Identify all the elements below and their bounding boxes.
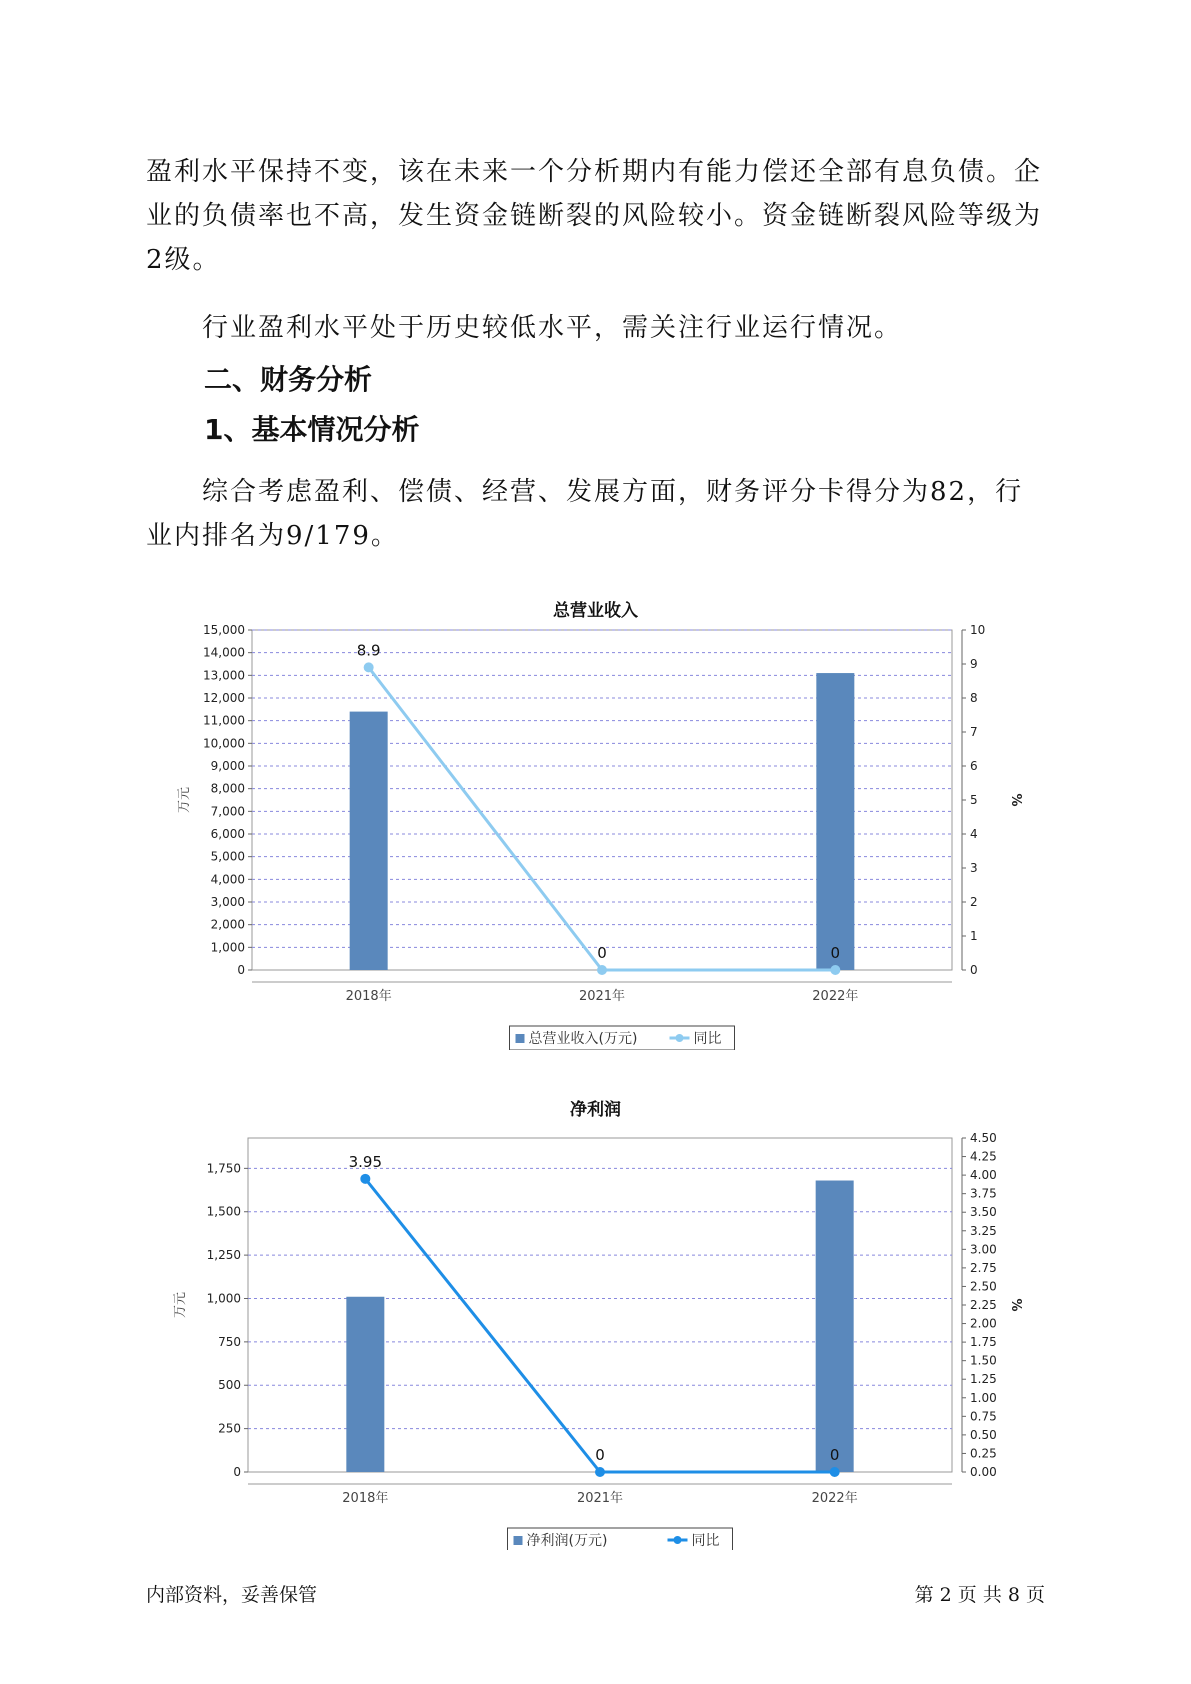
- data-label: 0: [829, 1446, 840, 1464]
- y-tick-label: 8,000: [210, 781, 245, 796]
- y-tick-label: 750: [218, 1334, 241, 1349]
- y-tick-label: 6,000: [210, 827, 245, 841]
- bar: [346, 1297, 384, 1472]
- y2-tick-label: 3: [970, 861, 978, 875]
- y-tick-label: 1,000: [206, 1291, 241, 1306]
- y2-tick-label: 0.75: [970, 1409, 997, 1424]
- legend-bar-swatch: [514, 1536, 523, 1545]
- y2-tick-label: 0.25: [970, 1446, 997, 1461]
- y2-tick-label: 0.50: [970, 1427, 997, 1442]
- legend-bar-swatch: [516, 1034, 525, 1043]
- bar: [350, 712, 388, 970]
- y-tick-label: 1,750: [206, 1161, 241, 1176]
- y2-tick-label: 3.00: [970, 1242, 997, 1257]
- y2-tick-label: 4.50: [970, 1131, 997, 1145]
- line-point: [364, 662, 374, 672]
- paragraph-risk: 盈利水平保持不变，该在未来一个分析期内有能力偿还全部有息负债。企业的负债率也不高，发生资金链断裂的风险较小。资金链断裂风险等级为2级。: [146, 157, 1043, 275]
- subsection-heading-basic-analysis: 1、基本情况分析: [204, 413, 420, 446]
- y2-tick-label: 2.75: [970, 1260, 997, 1275]
- paragraph-score: 综合考虑盈利、偿债、经营、发展方面，财务评分卡得分为82，行业内排名为9/179。: [146, 477, 1024, 551]
- y-axis-title: 万元: [177, 786, 192, 814]
- line-point: [360, 1174, 370, 1184]
- y2-tick-label: 9: [970, 657, 978, 671]
- y2-tick-label: 1.25: [970, 1372, 997, 1387]
- line-point: [830, 1467, 840, 1477]
- y2-tick-label: 1.00: [970, 1390, 997, 1405]
- line-point: [597, 965, 607, 975]
- y2-tick-label: 1.75: [970, 1335, 997, 1350]
- bar: [816, 1181, 854, 1472]
- chart-title-net-profit: 净利润: [570, 1100, 621, 1120]
- y-tick-label: 10,000: [203, 736, 245, 751]
- y-tick-label: 250: [218, 1421, 241, 1436]
- y2-tick-label: 3.50: [970, 1205, 997, 1220]
- y-tick-label: 0: [233, 1465, 241, 1479]
- y-tick-label: 12,000: [203, 691, 245, 705]
- x-tick-label: 2018年: [345, 989, 392, 1004]
- y-tick-label: 0: [237, 963, 245, 977]
- y2-tick-label: 8: [970, 691, 978, 705]
- y-tick-label: 500: [218, 1378, 241, 1393]
- y2-tick-label: 7: [970, 725, 978, 739]
- y2-tick-label: 4.00: [970, 1168, 997, 1183]
- y-tick-label: 3,000: [210, 895, 245, 909]
- footer-confidential: 内部资料，妥善保管: [146, 1584, 318, 1606]
- legend-line-label: 同比: [691, 1533, 720, 1549]
- y2-tick-label: 6: [970, 759, 978, 773]
- x-tick-label: 2022年: [811, 1491, 858, 1506]
- y2-tick-label: 0: [970, 963, 978, 977]
- y2-tick-label: 2.00: [970, 1316, 997, 1331]
- x-tick-label: 2022年: [812, 989, 859, 1004]
- y2-tick-label: 4.25: [970, 1149, 997, 1164]
- y2-tick-label: 4: [970, 827, 978, 841]
- y-axis-title: 万元: [173, 1291, 188, 1319]
- y2-tick-label: 1: [970, 929, 978, 943]
- y-tick-label: 15,000: [203, 623, 245, 637]
- y2-tick-label: 5: [970, 793, 978, 807]
- legend-bar-label: 净利润(万元): [526, 1533, 608, 1549]
- data-label: 0: [595, 1446, 605, 1464]
- y2-tick-label: 3.75: [970, 1186, 997, 1201]
- data-label: 0: [597, 944, 607, 962]
- x-tick-label: 2021年: [576, 1491, 624, 1506]
- y-tick-label: 11,000: [203, 713, 245, 728]
- section-heading-financial-analysis: 二、财务分析: [204, 363, 373, 396]
- y2-tick-label: 2.50: [970, 1279, 997, 1294]
- y2-tick-label: 2.25: [970, 1298, 997, 1312]
- data-label: 8.9: [356, 641, 381, 660]
- y2-axis-title: %: [1008, 793, 1023, 807]
- y2-axis-title: %: [1008, 1298, 1023, 1312]
- y-tick-label: 1,000: [210, 940, 245, 955]
- data-label: 3.95: [348, 1152, 383, 1171]
- legend-bar-label: 总营业收入(万元): [528, 1031, 638, 1047]
- y-tick-label: 7,000: [210, 804, 245, 819]
- y-tick-label: 1,250: [206, 1248, 241, 1263]
- x-tick-label: 2021年: [578, 989, 626, 1004]
- y-tick-label: 5,000: [210, 849, 245, 864]
- y-tick-label: 1,500: [206, 1204, 241, 1219]
- revenue-chart: [0, 620, 1191, 1050]
- line-point: [830, 965, 840, 975]
- paragraph-industry: 行业盈利水平处于历史较低水平，需关注行业运行情况。: [202, 313, 903, 343]
- y2-tick-label: 0.00: [970, 1465, 997, 1479]
- legend-line-label: 同比: [693, 1031, 722, 1047]
- y-tick-label: 9,000: [210, 759, 245, 773]
- bar: [816, 673, 854, 970]
- legend-line-marker: [674, 1536, 682, 1544]
- y2-tick-label: 2: [970, 895, 978, 909]
- y-tick-label: 2,000: [210, 917, 245, 932]
- net-profit-chart: [0, 1120, 1191, 1550]
- data-label: 0: [830, 944, 841, 962]
- legend-line-marker: [676, 1034, 684, 1042]
- chart-title-revenue: 总营业收入: [553, 601, 638, 621]
- line-point: [595, 1467, 605, 1477]
- y2-tick-label: 10: [970, 623, 986, 637]
- y2-tick-label: 1.50: [970, 1353, 997, 1368]
- footer-page-number: 第 2 页 共 8 页: [914, 1584, 1045, 1606]
- y-tick-label: 13,000: [203, 668, 245, 683]
- x-tick-label: 2018年: [342, 1491, 389, 1506]
- y2-tick-label: 3.25: [970, 1223, 997, 1238]
- y-tick-label: 14,000: [203, 645, 245, 660]
- y-tick-label: 4,000: [210, 872, 245, 887]
